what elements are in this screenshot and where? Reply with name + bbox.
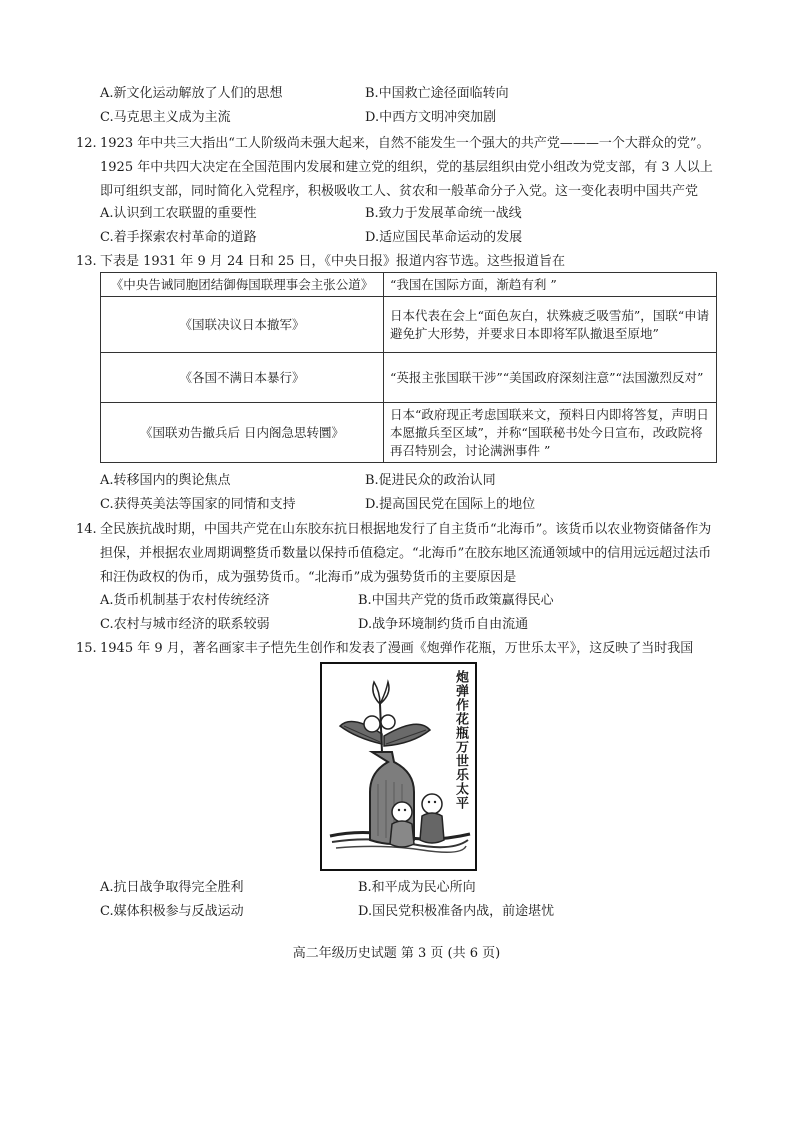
q14-option-b: B.中国共产党的货币政策赢得民心 — [358, 593, 554, 608]
q12-option-d: D.适应国民革命运动的发展 — [365, 230, 523, 245]
table-cell-headline: 《国联劝告撤兵后 日内阁急思转圜》 — [101, 403, 384, 463]
cartoon-image — [320, 662, 477, 871]
q14-option-a: A.货币机制基于农村传统经济 — [100, 593, 270, 608]
table-row — [101, 353, 717, 403]
q14-stem: 全民族抗战时期，中国共产党在山东胶东抗日根据地发行了自主货币“北海币”。该货币以农业物资储备作为担保，并根据农业周期调整货币数量以保持币值稳定。“北海币”在胶东地区流通领域中的信用远远超过法币和汪伪政权的伪币，成为强势货币。“北海币”成为强势货币的主要原因是 — [100, 522, 712, 585]
q15-number: 15. — [76, 641, 97, 656]
table-cell-content: 日本代表在会上“面色灰白，状殊疲乏吸雪茄”，国联“申请避免扩大形势，并要求日本即将军队撤退至原地” — [384, 297, 717, 353]
q15-stem: 1945 年 9 月，著名画家丰子恺先生创作和发表了漫画《炮弹作花瓶，万世乐太平》，这反映了当时我国 — [100, 641, 694, 656]
table-row — [101, 297, 717, 353]
q11-option-d: D.中西方文明冲突加剧 — [365, 110, 497, 125]
q12-option-b: B.致力于发展革命统一战线 — [365, 206, 522, 221]
q12-option-a: A.认识到工农联盟的重要性 — [100, 206, 257, 221]
news-table — [100, 272, 717, 463]
cartoon-inscription: 炮弹作花瓶万世乐太平 — [453, 670, 468, 810]
q13-stem: 下表是 1931 年 9 月 24 日和 25 日，《中央日报》报道内容节选。这些报道旨在 — [100, 254, 565, 269]
q15-option-c: C.媒体积极参与反战运动 — [100, 904, 244, 919]
q11-option-c: C.马克思主义成为主流 — [100, 110, 231, 125]
table-cell-content: “我国在国际方面，渐趋有利 ” — [384, 273, 717, 297]
table-cell-headline: 《各国不满日本暴行》 — [101, 353, 384, 403]
table-cell-headline: 《中央告诫同胞团结御侮国联理事会主张公道》 — [101, 273, 384, 297]
q13-option-c: C.获得英美法等国家的同情和支持 — [100, 497, 296, 512]
q13-option-a: A.转移国内的舆论焦点 — [100, 473, 231, 488]
q13-option-d: D.提高国民党在国际上的地位 — [365, 497, 536, 512]
table-cell-headline: 《国联决议日本撤军》 — [101, 297, 384, 353]
q12-option-c: C.着手探索农村革命的道路 — [100, 230, 257, 245]
q14-option-d: D.战争环境制约货币自由流通 — [358, 617, 529, 632]
table-row — [101, 403, 717, 463]
table-row — [101, 273, 717, 297]
q14-option-c: C.农村与城市经济的联系较弱 — [100, 617, 270, 632]
page-footer: 高二年级历史试题 第 3 页 (共 6 页) — [292, 946, 501, 961]
q15-option-b: B.和平成为民心所向 — [358, 880, 476, 895]
q15-option-a: A.抗日战争取得完全胜利 — [100, 880, 244, 895]
table-cell-content: “英报主张国联干涉”“美国政府深刻注意”“法国激烈反对” — [384, 353, 717, 403]
q12-stem: 1923 年中共三大指出“工人阶级尚未强大起来，自然不能发生一个强大的共产党———一个大群众的党”。1925 年中共四大决定在全国范围内发展和建立党的组织，党的基层组织由党小组改为党支部，有 3 人以上即可组织支部，同时简化入党程序，积极吸收工人、贫农和一般革命分子入党。这一变化表明中国共产党 — [100, 136, 713, 199]
q11-option-a: A.新文化运动解放了人们的思想 — [100, 86, 283, 101]
q12-number: 12. — [76, 136, 97, 151]
q11-option-b: B.中国救亡途径面临转向 — [365, 86, 509, 101]
q13-option-b: B.促进民众的政治认同 — [365, 473, 496, 488]
q13-number: 13. — [76, 254, 97, 269]
table-cell-content: 日本“政府现正考虑国联来文，预料日内即将答复，声明日本愿撤兵至区域”，并称“国联秘书处今日宣布，改政院将再召特别会，讨论满洲事件 ” — [384, 403, 717, 463]
q14-number: 14. — [76, 522, 97, 537]
q15-option-d: D.国民党积极准备内战，前途堪忧 — [358, 904, 555, 919]
